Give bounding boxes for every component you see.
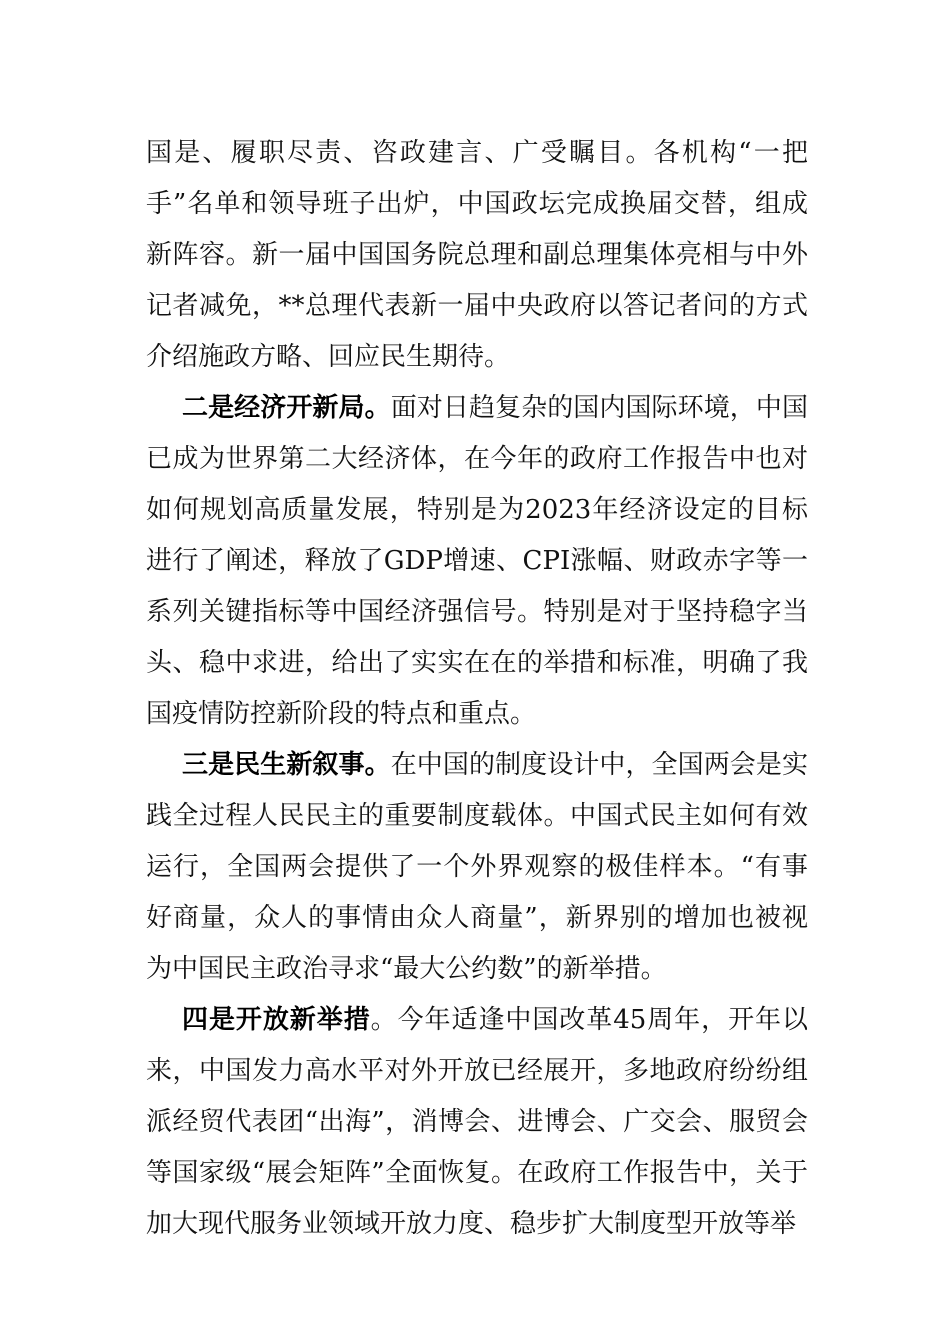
paragraph-2 <box>146 383 808 740</box>
paragraph-1-text: 国是、履职尽责、咨政建言、广受瞩目。各机构“一把手”名单和领导班子出炉，中国政坛完成换届交替，组成新阵容。新一届中国国务院总理和副总理集体亮相与中外记者减免，**总理代表新一届中央政府以答记者问的方式介绍施政方略、回应民生期待。 <box>146 138 808 372</box>
paragraph-2-heading: 二是经济开新局。 <box>182 393 391 423</box>
paragraph-1 <box>146 128 808 383</box>
paragraph-4-heading: 四是开放新举措 <box>182 1005 371 1035</box>
paragraph-4-text: 。今年适逢中国改革45周年，开年以来，中国发力高水平对外开放已经展开，多地政府纷纷组派经贸代表团“出海”，消博会、进博会、广交会、服贸会等国家级“展会矩阵”全面恢复。在政府工作报告中，关于加大现代服务业领域开放力度、稳步扩大制度型开放等举 <box>146 1005 808 1239</box>
paragraph-3 <box>146 740 808 995</box>
paragraph-3-text: 在中国的制度设计中，全国两会是实践全过程人民民主的重要制度载体。中国式民主如何有效运行，全国两会提供了一个外界观察的极佳样本。“有事好商量，众人的事情由众人商量”，新界别的增加也被视为中国民主政治寻求“最大公约数”的新举措。 <box>146 750 808 984</box>
document-body <box>146 128 808 1250</box>
paragraph-2-text: 面对日趋复杂的国内国际环境，中国已成为世界第二大经济体，在今年的政府工作报告中也对如何规划高质量发展，特别是为2023年经济设定的目标进行了阐述，释放了GDP增速、CPI涨幅、财政赤字等一系列关键指标等中国经济强信号。特别是对于坚持稳字当头、稳中求进，给出了实实在在的举措和标准，明确了我国疫情防控新阶段的特点和重点。 <box>146 393 808 729</box>
paragraph-4 <box>146 995 808 1250</box>
paragraph-3-heading: 三是民生新叙事。 <box>182 750 391 780</box>
